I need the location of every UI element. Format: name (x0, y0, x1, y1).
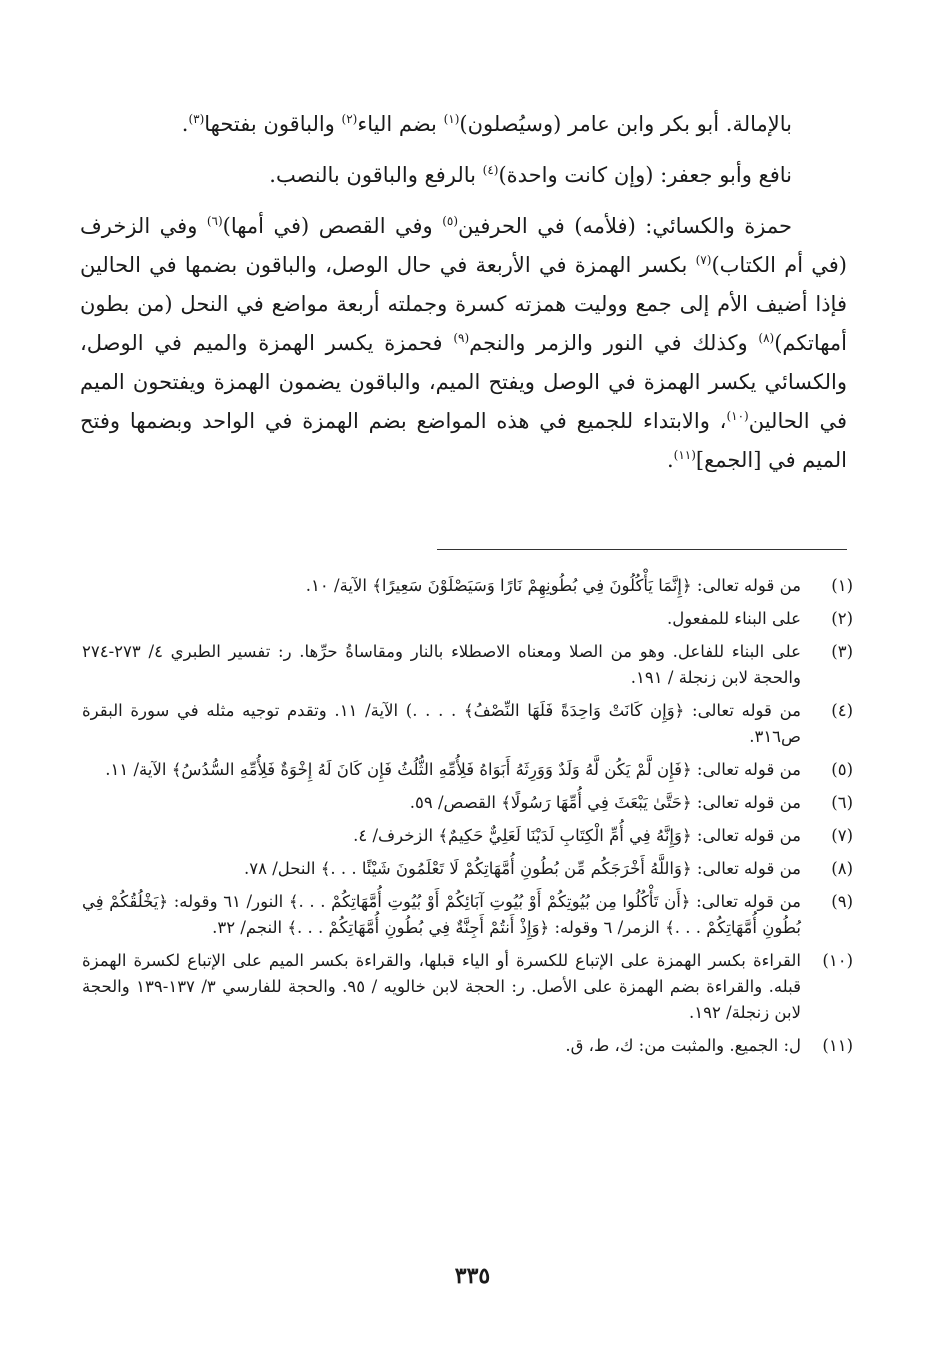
footnote-ref[interactable]: (٧) (695, 253, 712, 267)
text-run: والباقون بفتحها (204, 112, 342, 136)
footnote-number: (٣) (831, 642, 853, 661)
footnote-divider (437, 549, 847, 550)
paragraph-2 (80, 156, 847, 195)
footnote-ref[interactable]: (١٠) (726, 409, 749, 423)
footnote-ref[interactable]: (٩) (453, 331, 470, 345)
footnote (82, 757, 853, 783)
text-run: بالرفع والباقون بالنصب. (269, 163, 483, 187)
paragraph-1 (80, 105, 847, 144)
footnote-text: من قوله تعالى: ﴿حَتَّىٰ يَبْعَثَ فِي أُمِّهَا رَسُولًا﴾ القصص/ ٥٩. (409, 793, 801, 812)
footnote-text: من قوله تعالى: ﴿وَإِن كَانَتْ وَاحِدَةً فَلَهَا النِّصْفُ﴾ . . . .) الآية/ ١١. وتقدم توجيه مثله في سورة البقرة ص٣١٦. (82, 701, 801, 746)
footnote-number: (٤) (831, 701, 853, 720)
footnote-number: (١١) (822, 1036, 853, 1055)
text-run: بضم الياء (357, 112, 444, 136)
footnote-text: من قوله تعالى: ﴿أَن تَأْكُلُوا مِن بُيُوتِكُمْ أَوْ بُيُوتِ آبَائِكُمْ أَوْ بُيُوتِ أُمَّهَاتِكُمْ . . .﴾ النور/ ٦١ وقوله: ﴿يَخْلُقُكُمْ فِي بُطُونِ أُمَّهَاتِكُمْ . . .﴾ الزمر/ ٦ وقوله: ﴿وَإِذْ أَنتُمْ أَجِنَّةٌ فِي بُطُونِ أُمَّهَاتِكُمْ . . .﴾ النجم/ ٣٢. (82, 892, 801, 937)
text-run: وفي الزخرف (في أم الكتاب) (80, 214, 848, 277)
footnote-number: (٩) (831, 892, 853, 911)
footnote (82, 698, 853, 750)
footnote-ref[interactable]: (٣) (188, 112, 205, 126)
main-text (80, 105, 847, 480)
footnote-text: من قوله تعالى: ﴿وَإِنَّهُ فِي أُمِّ الْكِتَابِ لَدَيْنَا لَعَلِيٌّ حَكِيمٌ﴾ الزخرف/ ٤. (353, 826, 801, 845)
footnote (82, 639, 853, 691)
footnote-text: على البناء للفاعل. وهو من الصلا ومعناه الاصطلاء بالنار ومقاساةُ حرِّها. ر: تفسير الطبري ٤/ ٢٧٣-٢٧٤ والحجة لابن زنجلة / ١٩١. (82, 642, 801, 687)
text-run: وكذلك في النور والزمر والنجم (469, 331, 759, 355)
footnote-text: من قوله تعالى: ﴿وَاللَّهُ أَخْرَجَكُم مِّن بُطُونِ أُمَّهَاتِكُمْ لَا تَعْلَمُونَ شَيْئًا . . .﴾ النحل/ ٧٨. (243, 859, 801, 878)
footnote-number: (١) (831, 576, 853, 595)
footnote-text: القراءة بكسر الهمزة على الإتباع للكسرة أو الياء قبلها، والقراءة بكسر الميم على الإتباع لكسرة الهمزة قبله. والقراءة بضم الهمزة على الأصل. ر: الحجة لابن خالويه / ٩٥. والحجة للفارسي ٣/ ١٣٧-١٣٩ والحجة لابن زنجلة/ ١٩٢. (82, 951, 801, 1022)
footnote (82, 606, 853, 632)
footnote-number: (٥) (831, 760, 853, 779)
footnote-ref[interactable]: (١١) (673, 448, 696, 462)
footnote-number: (١٠) (822, 951, 853, 970)
footnote (82, 823, 853, 849)
footnote-text: على البناء للمفعول. (667, 609, 801, 628)
footnote (82, 889, 853, 941)
footnotes-section (82, 573, 853, 1066)
text-run: . (181, 112, 189, 136)
text-run: بكسر الهمزة في الأربعة في حال الوصل، والباقون بضمها في الحالين فإذا أضيف الأم إلى جمع ووليت همزته كسرة وجملته أربعة مواضع في النحل (من بطون أمهاتكم) (80, 253, 847, 355)
footnote-text: من قوله تعالى: ﴿فَإِن لَّمْ يَكُن لَّهُ وَلَدٌ وَوَرِثَهُ أَبَوَاهُ فَلِأُمِّهِ الثُّلُثُ فَإِن كَانَ لَهُ إِخْوَةٌ فَلِأُمِّهِ السُّدُسُ﴾ الآية/ ١١. (105, 760, 801, 779)
footnote-ref[interactable]: (٢) (341, 112, 358, 126)
footnote (82, 948, 853, 1026)
footnote-ref[interactable]: (٥) (442, 214, 459, 228)
footnote-text: ل: الجميع. والمثبت من: ك، ط، ق. (565, 1036, 801, 1055)
footnote-ref[interactable]: (٨) (758, 331, 775, 345)
text-run: نافع وأبو جعفر: (وإن كانت واحدة) (498, 163, 792, 187)
text-run: بالإمالة. أبو بكر وابن عامر (وسيُصلون) (459, 112, 792, 136)
text-run: . (666, 448, 674, 472)
footnote-number: (٧) (831, 826, 853, 845)
footnote (82, 573, 853, 599)
footnote-ref[interactable]: (٤) (482, 163, 499, 177)
footnote-number: (٨) (831, 859, 853, 878)
footnote-ref[interactable]: (٦) (206, 214, 223, 228)
text-run: وفي القصص (في أمها) (222, 214, 443, 238)
footnote (82, 856, 853, 882)
footnote-text: من قوله تعالى: ﴿إِنَّمَا يَأْكُلُونَ فِي بُطُونِهِمْ نَارًا وَسَيَصْلَوْنَ سَعِيرًا﴾ الآية/ ١٠. (305, 576, 801, 595)
text-run: ، والابتداء للجميع في هذه المواضع بضم الهمزة في الواحد وبضمها وفتح الميم في [الجمع] (80, 409, 847, 472)
paragraph-3 (80, 207, 847, 480)
text-run: حمزة والكسائي: (فلأمه) في الحرفين (458, 214, 792, 238)
footnote-number: (٢) (831, 609, 853, 628)
page-number: ٣٣٥ (454, 1263, 491, 1289)
footnote (82, 1033, 853, 1059)
footnote (82, 790, 853, 816)
footnote-number: (٦) (831, 793, 853, 812)
text-run: فحمزة يكسر الهمزة والميم في الوصل، والكسائي يكسر الهمزة في الوصل ويفتح الميم، والباقون يضمون الهمزة ويفتحون الميم في الحالين (80, 331, 847, 433)
footnote-ref[interactable]: (١) (443, 112, 460, 126)
